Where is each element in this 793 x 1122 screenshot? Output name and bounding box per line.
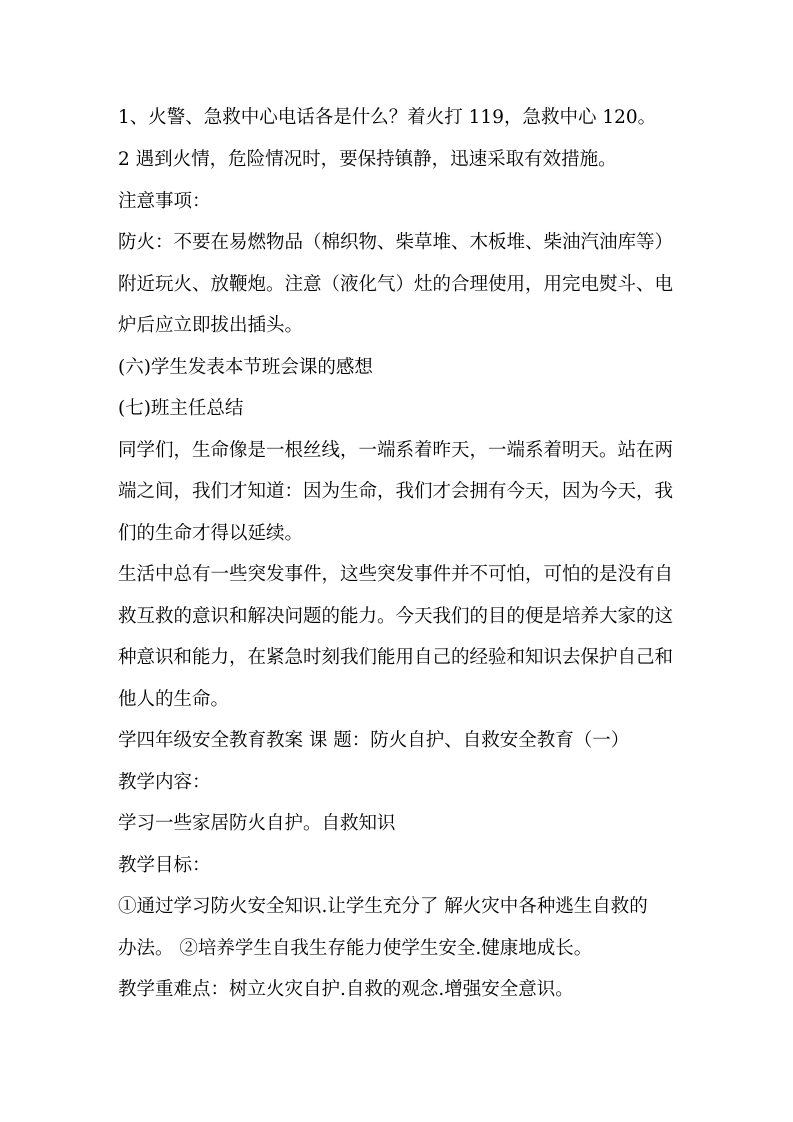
- text-line: 同学们，生命像是一根丝线，一端系着昨天，一端系着明天。站在两: [118, 440, 674, 461]
- text-line: (七)班主任总结: [118, 398, 244, 419]
- text-line: ①通过学习防火安全知识.让学生充分了 解火灾中各种逃生自救的: [118, 896, 648, 917]
- text-line: 防火：不要在易燃物品（棉织物、柴草堆、木板堆、柴油汽油库等）: [118, 232, 674, 253]
- text-line: 端之间，我们才知道：因为生命，我们才会拥有今天，因为今天，我: [118, 481, 674, 502]
- text-line: 附近玩火、放鞭炮。注意（液化气）灶的合理使用，用完电熨斗、电: [118, 274, 674, 295]
- text-line: 学习一些家居防火自护。自救知识: [118, 813, 396, 834]
- text-line: 教学目标：: [118, 855, 211, 876]
- text-line: 教学内容：: [118, 772, 211, 793]
- text-line: (六)学生发表本节班会课的感想: [118, 357, 373, 378]
- text-line: 他人的生命。: [118, 689, 230, 710]
- text-line: 炉后应立即拔出插头。: [118, 315, 304, 336]
- text-line: 学四年级安全教育教案 课 题：防火自护、自救安全教育（一）: [118, 730, 630, 751]
- text-line: 2 遇到火情，危险情况时，要保持镇静，迅速采取有效措施。: [118, 149, 617, 170]
- text-line: 1、火警、急救中心电话各是什么？着火打 119，急救中心 120。: [118, 107, 657, 128]
- text-line: 种意识和能力，在紧急时刻我们能用自己的经验和知识去保护自己和: [118, 647, 674, 668]
- text-line: 教学重难点：树立火灾自护.自救的观念.增强安全意识。: [118, 979, 574, 1000]
- text-line: 生活中总有一些突发事件，这些突发事件并不可怕，可怕的是没有自: [118, 564, 674, 585]
- text-line: 注意事项：: [118, 191, 211, 212]
- text-line: 办法。 ②培养学生自我生存能力使学生安全.健康地成长。: [118, 938, 593, 959]
- text-line: 救互救的意识和解决问题的能力。今天我们的目的便是培养大家的这: [118, 606, 674, 627]
- text-line: 们的生命才得以延续。: [118, 523, 304, 544]
